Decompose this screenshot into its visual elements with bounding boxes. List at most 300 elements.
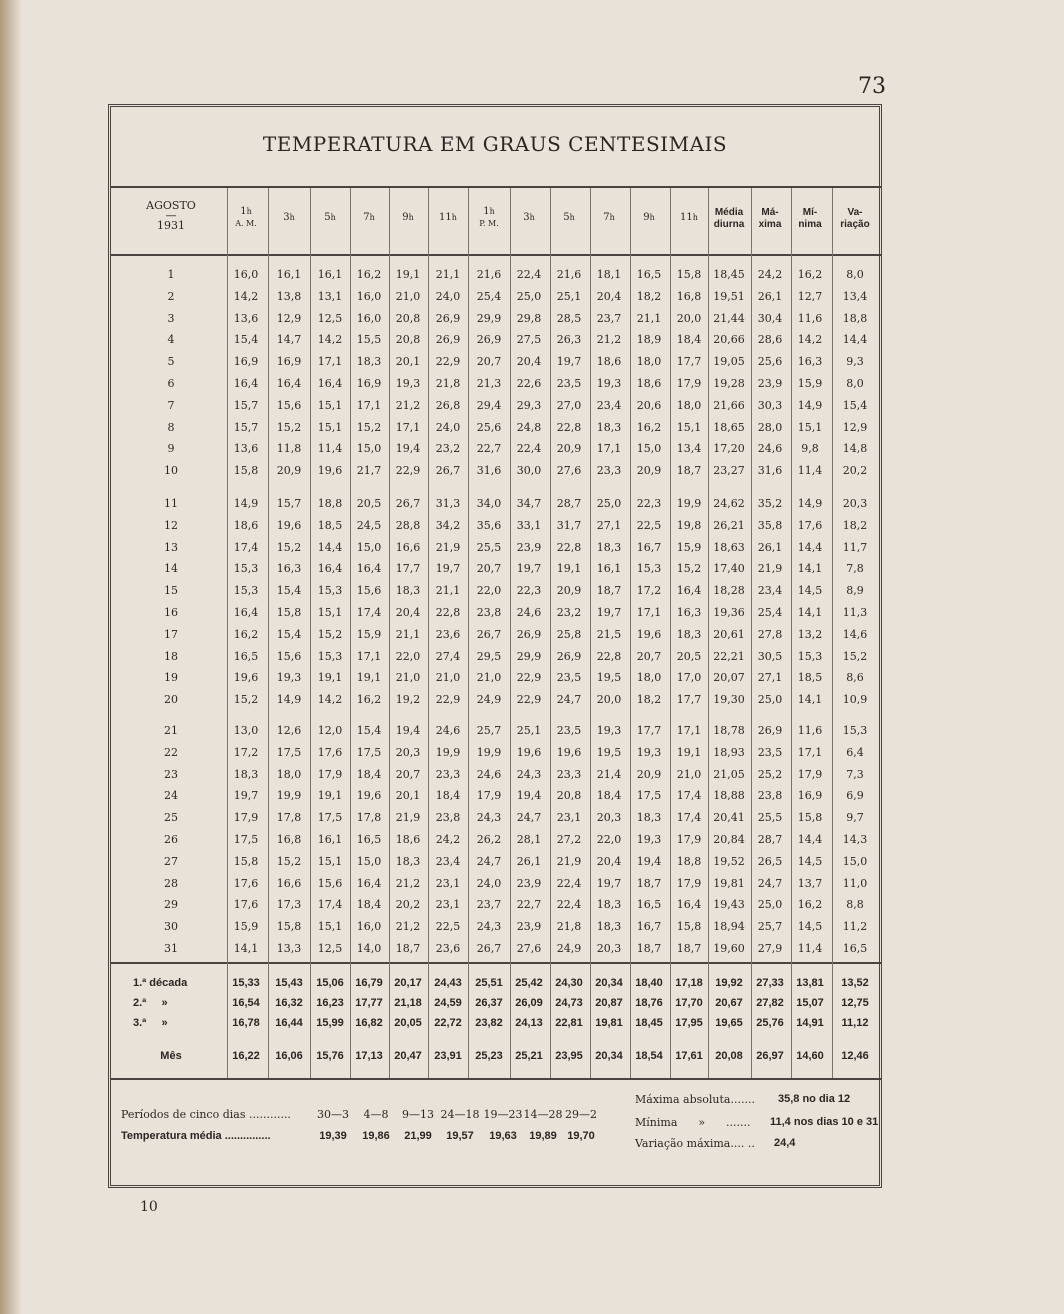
table-cell: 34,0	[476, 497, 502, 510]
table-cell: 29,4	[476, 398, 502, 412]
table-cell: 14,4	[317, 540, 343, 554]
table-cell: 15,6	[356, 584, 382, 598]
table-cell: 17,9	[797, 767, 823, 781]
table-cell: 19,6	[356, 789, 382, 803]
table-cell: 17,2	[636, 584, 662, 598]
summary-cell: 23,95	[555, 1050, 583, 1062]
table-cell: 17,9	[233, 811, 259, 825]
header-hour-9	[549, 212, 589, 224]
hour-suffix: h	[330, 213, 336, 222]
table-cell: 18,6	[395, 833, 421, 846]
table-cell: 17,4	[356, 606, 382, 619]
table-cell: 27,4	[435, 649, 461, 663]
table-cell: 23,1	[556, 811, 582, 825]
header-hour-2	[269, 212, 309, 224]
row-day: 14	[164, 562, 178, 576]
table-cell: 19,6	[317, 464, 343, 478]
hour-suffix: h	[369, 213, 375, 222]
table-cell: 16,4	[676, 898, 702, 912]
row-day: 16	[164, 606, 178, 619]
summary-cell: 11,12	[841, 1017, 869, 1029]
table-cell: 21,8	[556, 920, 582, 934]
table-cell: 19,6	[556, 745, 582, 759]
table-cell: 16,3	[676, 606, 702, 619]
table-cell: 19,3	[395, 377, 421, 390]
table-cell: 23,2	[435, 442, 461, 456]
table-cell: 29,9	[476, 311, 502, 325]
table-cell: 25,1	[556, 289, 582, 303]
summary-cell: 15,33	[232, 977, 260, 989]
table-cell: 24,5	[356, 518, 382, 532]
table-cell: 14,1	[797, 693, 823, 707]
table-cell: 12,0	[317, 724, 343, 737]
table-cell: 19,5	[596, 671, 622, 685]
table-cell: 24,3	[476, 811, 502, 825]
table-cell: 10,9	[842, 693, 868, 707]
header-hour-8	[509, 212, 549, 224]
table-cell: 14,9	[797, 497, 823, 510]
table-cell: 26,21	[713, 518, 745, 532]
table-cell: 20,8	[556, 789, 582, 803]
summary-cell: 16,78	[232, 1017, 260, 1029]
table-rule	[110, 186, 882, 188]
table-cell: 21,0	[395, 289, 421, 303]
table-cell: 26,1	[757, 289, 783, 303]
row-day: 30	[164, 920, 178, 934]
period-range: 14—28	[523, 1108, 563, 1121]
summary-cell: 25,23	[475, 1050, 503, 1062]
table-cell: 15,9	[797, 377, 823, 390]
table-cell: 14,0	[356, 942, 382, 955]
table-cell: 16,7	[636, 540, 662, 554]
table-cell: 18,3	[636, 811, 662, 825]
table-cell: 22,3	[516, 584, 542, 598]
table-cell: 16,8	[676, 289, 702, 303]
table-cell: 19,1	[556, 562, 582, 576]
period-temperature: 19,89	[529, 1130, 557, 1142]
table-cell: 15,3	[233, 584, 259, 598]
table-cell: 17,6	[797, 518, 823, 532]
table-cell: 16,7	[636, 920, 662, 934]
hour-suffix: h	[451, 213, 457, 222]
table-cell: 19,1	[356, 671, 382, 685]
summary-cell: 22,72	[434, 1017, 462, 1029]
table-cell: 16,1	[276, 268, 302, 281]
table-cell: 25,6	[757, 355, 783, 369]
table-cell: 19,3	[276, 671, 302, 685]
table-cell: 13,6	[233, 311, 259, 325]
table-cell: 16,3	[276, 562, 302, 576]
table-cell: 19,1	[676, 745, 702, 759]
table-cell: 15,7	[276, 497, 302, 510]
table-cell: 17,1	[676, 724, 702, 737]
table-cell: 12,9	[276, 311, 302, 325]
table-cell: 26,5	[757, 854, 783, 868]
table-cell: 18,6	[233, 518, 259, 532]
table-cell: 11,3	[842, 606, 868, 619]
table-cell: 18,3	[596, 540, 622, 554]
table-cell: 22,4	[556, 876, 582, 890]
table-cell: 21,1	[435, 268, 461, 281]
table-cell: 21,3	[476, 377, 502, 390]
header-stat-line: Mí-	[802, 207, 818, 218]
table-cell: 20,2	[842, 464, 868, 478]
table-cell: 19,36	[713, 606, 745, 619]
table-cell: 15,0	[356, 540, 382, 554]
table-cell: 26,7	[476, 942, 502, 955]
row-day: 5	[167, 355, 175, 369]
table-cell: 15,1	[676, 420, 702, 434]
table-cell: 16,9	[233, 355, 259, 369]
page-binding-edge	[0, 0, 22, 1314]
summary-cell: 20,67	[715, 997, 743, 1009]
table-cell: 15,3	[636, 562, 662, 576]
table-cell: 18,63	[713, 540, 745, 554]
table-cell: 17,7	[636, 724, 662, 737]
hour-number: 1	[483, 206, 490, 217]
table-cell: 18,5	[317, 518, 343, 532]
table-cell: 23,6	[435, 942, 461, 955]
header-dash: —	[165, 209, 177, 222]
table-cell: 21,0	[395, 671, 421, 685]
table-cell: 15,9	[676, 540, 702, 554]
table-cell: 16,2	[233, 627, 259, 641]
summary-cell: 13,52	[841, 977, 869, 989]
table-cell: 18,7	[636, 942, 662, 955]
table-cell: 22,5	[636, 518, 662, 532]
row-day: 23	[164, 767, 178, 781]
table-cell: 18,0	[276, 767, 302, 781]
table-cell: 26,3	[556, 333, 582, 347]
table-cell: 16,0	[233, 268, 259, 281]
header-stat-line: xima	[758, 219, 782, 230]
table-cell: 20,6	[636, 398, 662, 412]
table-cell: 20,84	[713, 833, 745, 846]
hour-number: 11	[680, 212, 693, 223]
table-cell: 27,6	[516, 942, 542, 955]
summary-cell: 19,81	[595, 1017, 623, 1029]
row-day: 6	[167, 377, 175, 390]
table-cell: 22,8	[435, 606, 461, 619]
table-cell: 17,4	[676, 811, 702, 825]
period-temperature: 21,99	[404, 1130, 432, 1142]
table-title: TEMPERATURA EM GRAUS CENTESIMAIS	[262, 132, 728, 156]
hour-number: 7	[363, 212, 370, 223]
table-cell: 26,9	[556, 649, 582, 663]
table-cell: 16,4	[276, 377, 302, 390]
table-cell: 17,3	[276, 898, 302, 912]
summary-cell: 15,07	[796, 997, 824, 1009]
summary-cell: 20,17	[394, 977, 422, 989]
table-cell: 15,8	[233, 464, 259, 478]
table-cell: 23,1	[435, 898, 461, 912]
table-cell: 20,4	[596, 854, 622, 868]
summary-cell: 16,22	[232, 1050, 260, 1062]
summary-cell: 15,06	[316, 977, 344, 989]
header-stat-3	[788, 207, 832, 231]
table-cell: 29,3	[516, 398, 542, 412]
table-cell: 18,4	[596, 789, 622, 803]
table-cell: 14,9	[276, 693, 302, 707]
table-cell: 18,3	[356, 355, 382, 369]
table-cell: 18,65	[713, 420, 745, 434]
table-cell: 20,3	[395, 745, 421, 759]
table-cell: 14,1	[797, 562, 823, 576]
table-cell: 8,0	[846, 377, 864, 390]
table-cell: 17,9	[676, 833, 702, 846]
summary-cell: 13,81	[796, 977, 824, 989]
table-cell: 17,7	[676, 693, 702, 707]
table-rule	[110, 254, 882, 256]
row-day: 29	[164, 898, 178, 912]
table-cell: 15,9	[233, 920, 259, 934]
table-cell: 20,61	[713, 627, 745, 641]
table-cell: 24,8	[516, 420, 542, 434]
period-temperature: 19,70	[567, 1130, 595, 1142]
table-cell: 23,27	[713, 464, 745, 478]
summary-cell: 18,54	[635, 1050, 663, 1062]
table-cell: 15,2	[233, 693, 259, 707]
table-cell: 26,7	[476, 627, 502, 641]
table-cell: 25,2	[757, 767, 783, 781]
table-cell: 18,3	[395, 584, 421, 598]
table-cell: 28,6	[757, 333, 783, 347]
table-cell: 18,8	[317, 497, 343, 510]
table-cell: 18,3	[596, 920, 622, 934]
summary-cell: 14,60	[796, 1050, 824, 1062]
table-cell: 6,9	[846, 789, 864, 803]
row-day: 12	[164, 518, 178, 532]
table-cell: 15,2	[842, 649, 868, 663]
table-cell: 25,8	[556, 627, 582, 641]
summary-cell: 16,06	[275, 1050, 303, 1062]
table-cell: 20,7	[395, 767, 421, 781]
table-cell: 15,4	[356, 724, 382, 737]
header-month-cell	[117, 200, 225, 232]
table-cell: 19,51	[713, 289, 745, 303]
table-cell: 17,1	[797, 745, 823, 759]
table-cell: 22,8	[556, 540, 582, 554]
table-cell: 9,3	[846, 355, 864, 369]
table-cell: 14,2	[317, 693, 343, 707]
table-cell: 27,1	[596, 518, 622, 532]
table-cell: 25,0	[596, 497, 622, 510]
table-cell: 14,2	[317, 333, 343, 347]
table-cell: 19,5	[596, 745, 622, 759]
table-cell: 17,0	[676, 671, 702, 685]
table-cell: 16,0	[356, 289, 382, 303]
period-temperature: 19,39	[319, 1130, 347, 1142]
table-cell: 23,4	[596, 398, 622, 412]
header-stat-line: diurna	[713, 219, 745, 230]
table-cell: 18,45	[713, 268, 745, 281]
min-absolute-value: 11,4 nos dias 10 e 31	[770, 1116, 879, 1128]
table-cell: 20,4	[596, 289, 622, 303]
table-cell: 35,8	[757, 518, 783, 532]
table-cell: 21,2	[596, 333, 622, 347]
table-cell: 30,0	[516, 464, 542, 478]
table-cell: 16,9	[797, 789, 823, 803]
hour-number: 1	[240, 206, 247, 217]
column-rule	[832, 188, 833, 1078]
table-cell: 28,1	[516, 833, 542, 846]
table-cell: 14,1	[797, 606, 823, 619]
row-day: 1	[167, 268, 175, 281]
summary-cell: 16,54	[232, 997, 260, 1009]
table-cell: 20,1	[395, 789, 421, 803]
table-cell: 23,5	[757, 745, 783, 759]
header-month: AGOSTO	[146, 199, 196, 212]
table-cell: 15,2	[276, 540, 302, 554]
table-cell: 15,7	[233, 420, 259, 434]
summary-cell: 19,65	[715, 1017, 743, 1029]
table-cell: 24,7	[476, 854, 502, 868]
table-cell: 17,4	[317, 898, 343, 912]
table-cell: 24,9	[476, 693, 502, 707]
table-cell: 19,2	[395, 693, 421, 707]
table-cell: 26,9	[435, 311, 461, 325]
table-cell: 14,9	[797, 398, 823, 412]
table-cell: 24,3	[516, 767, 542, 781]
table-cell: 19,1	[395, 268, 421, 281]
table-cell: 20,3	[842, 497, 868, 510]
table-cell: 20,8	[395, 333, 421, 347]
summary-cell: 18,76	[635, 997, 663, 1009]
table-cell: 12,5	[317, 311, 343, 325]
table-cell: 22,8	[556, 420, 582, 434]
table-cell: 21,0	[435, 671, 461, 685]
table-cell: 19,6	[516, 745, 542, 759]
row-day: 26	[164, 833, 178, 846]
table-cell: 17,5	[276, 745, 302, 759]
table-cell: 22,4	[556, 898, 582, 912]
row-day: 10	[164, 464, 178, 478]
table-cell: 21,8	[435, 377, 461, 390]
table-cell: 19,81	[713, 876, 745, 890]
table-cell: 23,4	[757, 584, 783, 598]
table-cell: 14,4	[797, 540, 823, 554]
hour-suffix: h	[408, 213, 414, 222]
table-cell: 24,7	[556, 693, 582, 707]
table-cell: 16,1	[317, 833, 343, 846]
table-cell: 16,4	[356, 876, 382, 890]
period-temperature: 19,57	[446, 1130, 474, 1142]
table-cell: 28,7	[757, 833, 783, 846]
table-cell: 20,0	[676, 311, 702, 325]
table-cell: 18,5	[797, 671, 823, 685]
table-cell: 17,6	[233, 876, 259, 890]
table-cell: 27,0	[556, 398, 582, 412]
row-day: 9	[167, 442, 175, 456]
table-cell: 34,2	[435, 518, 461, 532]
table-cell: 14,5	[797, 854, 823, 868]
table-cell: 23,4	[435, 854, 461, 868]
header-hour-7	[469, 206, 509, 230]
table-cell: 19,60	[713, 942, 745, 955]
temperature-label: Temperatura média ...............	[121, 1130, 271, 1142]
table-cell: 19,6	[276, 518, 302, 532]
summary-cell: 20,87	[595, 997, 623, 1009]
table-cell: 16,0	[356, 920, 382, 934]
max-absolute-value: 35,8 no dia 12	[778, 1093, 851, 1105]
table-cell: 21,1	[395, 627, 421, 641]
row-day: 11	[164, 497, 178, 510]
table-cell: 7,8	[846, 562, 864, 576]
summary-cell: 18,45	[635, 1017, 663, 1029]
table-cell: 15,0	[356, 854, 382, 868]
hour-number: 9	[643, 212, 650, 223]
table-cell: 25,0	[757, 898, 783, 912]
hour-suffix: h	[246, 207, 252, 216]
table-cell: 23,9	[757, 377, 783, 390]
table-cell: 19,52	[713, 854, 745, 868]
table-cell: 18,0	[636, 671, 662, 685]
table-cell: 15,3	[842, 724, 868, 737]
row-day: 25	[164, 811, 178, 825]
table-cell: 15,2	[317, 627, 343, 641]
table-cell: 15,2	[276, 420, 302, 434]
table-cell: 19,7	[516, 562, 542, 576]
table-cell: 14,4	[842, 333, 868, 347]
table-cell: 29,8	[516, 311, 542, 325]
table-cell: 19,7	[596, 876, 622, 890]
table-cell: 17,5	[233, 833, 259, 846]
max-absolute-label: Máxima absoluta.......	[635, 1093, 755, 1106]
summary-cell: 26,37	[475, 997, 503, 1009]
table-cell: 14,6	[842, 627, 868, 641]
table-cell: 11,8	[276, 442, 302, 456]
periods-label: Períodos de cinco dias ............	[121, 1108, 291, 1121]
table-cell: 11,2	[842, 920, 868, 934]
summary-cell: 25,21	[515, 1050, 543, 1062]
table-cell: 24,0	[435, 289, 461, 303]
table-cell: 15,1	[317, 920, 343, 934]
table-cell: 19,4	[636, 854, 662, 868]
hour-period: P. M.	[479, 219, 499, 228]
table-cell: 21,9	[435, 540, 461, 554]
table-cell: 17,5	[636, 789, 662, 803]
table-cell: 20,2	[395, 898, 421, 912]
summary-cell: 12,75	[841, 997, 869, 1009]
table-rule	[110, 1078, 882, 1080]
table-cell: 19,28	[713, 377, 745, 390]
table-cell: 23,9	[516, 920, 542, 934]
header-hour-12	[669, 212, 709, 224]
hour-number: 5	[563, 212, 570, 223]
table-cell: 18,8	[842, 311, 868, 325]
table-cell: 21,6	[476, 268, 502, 281]
table-cell: 28,8	[395, 518, 421, 532]
table-cell: 11,7	[842, 540, 868, 554]
table-cell: 16,8	[276, 833, 302, 846]
row-day: 13	[164, 540, 178, 554]
table-cell: 31,6	[476, 464, 502, 478]
summary-cell: 18,40	[635, 977, 663, 989]
table-cell: 33,1	[516, 518, 542, 532]
table-cell: 19,9	[276, 789, 302, 803]
table-cell: 21,2	[395, 876, 421, 890]
row-day: 20	[164, 693, 178, 707]
row-day: 3	[167, 311, 175, 325]
table-cell: 25,6	[476, 420, 502, 434]
table-cell: 23,3	[556, 767, 582, 781]
page-number-top: 73	[858, 74, 886, 99]
table-cell: 12,5	[317, 942, 343, 955]
header-hour-4	[349, 212, 389, 224]
table-cell: 19,4	[516, 789, 542, 803]
table-cell: 14,7	[276, 333, 302, 347]
table-cell: 15,5	[356, 333, 382, 347]
